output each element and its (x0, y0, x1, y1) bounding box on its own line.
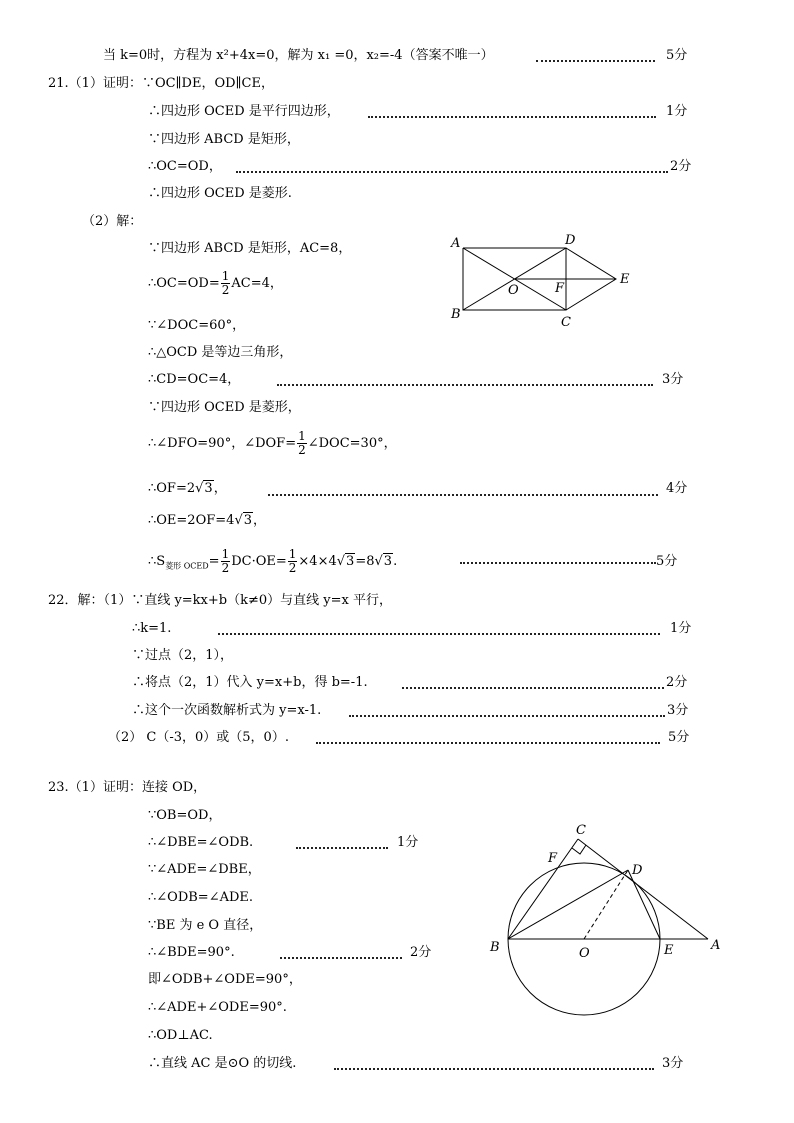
label-f: F (548, 851, 558, 866)
line-de (628, 870, 660, 939)
score-label: 1分 (397, 835, 419, 850)
dot-leader (402, 687, 664, 689)
score-label: 3分 (662, 372, 684, 387)
solution-line: 即∠ODB+∠ODE=90°， (148, 972, 302, 987)
line-oc-od-half-ac: ∴OC=OD= $\frac{1}{2}$ AC=4， (148, 269, 283, 297)
label-a: A (711, 938, 721, 953)
line-area: $\therefore S_{菱形 OCED}=$ $\frac{1}{2}$ DC·OE= $\frac{1}{2}$ ×4×4√3=8√3. (148, 547, 398, 575)
label-f: F (555, 281, 565, 296)
solution-line: ∵四边形 ABCD 是矩形， (148, 132, 300, 147)
dashed-od (584, 870, 628, 939)
dot-leader (296, 847, 388, 849)
score-label: 2分 (666, 675, 688, 690)
dot-leader (268, 494, 658, 496)
label-b: B (451, 307, 461, 322)
dot-leader (536, 60, 655, 62)
label-o: O (508, 283, 519, 298)
rectangle-rhombus-figure (445, 232, 645, 332)
solution-line: ∴OC=OD， (148, 159, 222, 174)
line-bc (508, 839, 578, 939)
score-label: 4分 (666, 481, 688, 496)
solution-line: ∴∠ADE+∠ODE=90°. (148, 1000, 287, 1015)
dot-leader (349, 715, 665, 717)
line-ca (578, 839, 708, 939)
solution-line: ∴这个一次函数解析式为 y=x-1. (132, 703, 322, 718)
fraction: $\frac{1}{2}$ (221, 547, 230, 575)
dot-leader (316, 742, 660, 744)
line-of-value: ∴OF=2√3， (148, 481, 227, 496)
score-label: 2分 (670, 159, 692, 174)
score-label: 1分 (666, 104, 688, 119)
line-bd (508, 870, 628, 939)
dot-leader (368, 116, 656, 118)
score-label: 5分 (666, 48, 688, 63)
fraction: $\frac{1}{2}$ (298, 429, 306, 457)
solution-line: ∴k=1. (132, 621, 172, 636)
solution-line: 22．解：（1）∵直线 y=kx+b（k≠0）与直线 y=x 平行， (48, 593, 392, 608)
score-label: 5分 (656, 554, 678, 569)
score-label: 5分 (668, 730, 690, 745)
solution-line: （2）解： (82, 214, 143, 229)
solution-line: ∵OB=OD， (148, 808, 222, 823)
solution-line: ∴四边形 OCED 是平行四边形， (148, 104, 340, 119)
score-label: 3分 (662, 1056, 684, 1071)
solution-line: ∵过点（2，1）， (132, 648, 234, 663)
label-c: C (561, 315, 571, 330)
solution-line: ∴∠DBE=∠ODB. (148, 835, 254, 850)
dot-leader (460, 562, 656, 564)
circle-tangent-figure (482, 818, 732, 1038)
solution-line: ∵四边形 ABCD 是矩形，AC=8， (148, 241, 352, 256)
dot-leader (277, 384, 653, 386)
line-oe-value: ∴OE=2OF=4√3， (148, 513, 267, 528)
dot-leader (334, 1068, 654, 1070)
solution-line: 21.（1）证明：∵OC∥DE，OD∥CE， (48, 76, 274, 91)
dot-leader (280, 957, 402, 959)
solution-line: ∵∠DOC=60°， (148, 318, 246, 333)
score-label: 1分 (670, 621, 692, 636)
score-label: 2分 (410, 945, 432, 960)
label-d: D (632, 863, 643, 878)
label-c: C (576, 823, 586, 838)
dot-leader (218, 633, 660, 635)
label-e: E (664, 943, 674, 958)
right-angle-mark (572, 845, 586, 854)
label-o: O (579, 946, 590, 961)
solution-line: （2） C（-3，0）或（5，0）. (108, 730, 289, 745)
solution-line: ∴OD⊥AC. (148, 1028, 213, 1043)
solution-line: 23.（1）证明：连接 OD， (48, 780, 207, 795)
score-label: 3分 (667, 703, 689, 718)
solution-line: ∴将点（2，1）代入 y=x+b，得 b=-1. (132, 675, 368, 690)
solution-line: ∵四边形 OCED 是菱形， (148, 400, 301, 415)
solution-line: ∴四边形 OCED 是菱形. (148, 186, 292, 201)
solution-line: ∵BE 为 e O 直径， (148, 918, 263, 933)
label-e: E (620, 272, 630, 287)
solution-line: ∴∠BDE=90°. (148, 945, 235, 960)
solution-line: ∵∠ADE=∠DBE， (148, 862, 261, 877)
label-b: B (490, 940, 500, 955)
label-a: A (451, 236, 461, 251)
fraction: $\frac{1}{2}$ (288, 547, 297, 575)
fraction: $\frac{1}{2}$ (221, 269, 230, 297)
dot-leader (236, 171, 668, 173)
solution-line: ∴CD=OC=4， (148, 372, 241, 387)
solution-line: ∴∠ODB=∠ADE. (148, 890, 254, 905)
solution-line: ∴直线 AC 是⊙O 的切线. (148, 1056, 297, 1071)
label-d: D (565, 233, 576, 248)
solution-line: 当 k=0时，方程为 x²+4x=0，解为 x₁ =0，x₂=-4（答案不唯一） (103, 48, 494, 63)
solution-line: ∴△OCD 是等边三角形， (148, 345, 293, 360)
line-dfo-angle: ∴∠DFO=90°，∠DOF= $\frac{1}{2}$ ∠DOC=30°， (148, 429, 397, 457)
